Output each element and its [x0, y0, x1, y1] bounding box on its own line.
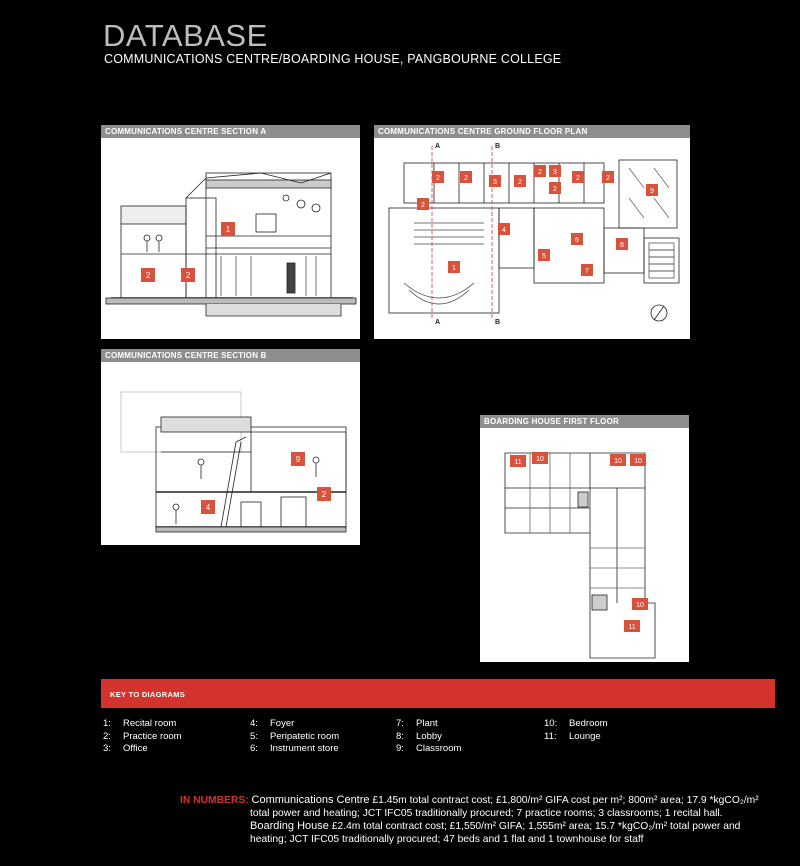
section-a-title: COMMUNICATIONS CENTRE SECTION A — [101, 125, 360, 138]
gf-label-6: 2 — [553, 186, 557, 193]
section-b-room-labels — [201, 452, 331, 514]
key-header-bar — [101, 679, 775, 708]
in-numbers-line-1 — [180, 794, 780, 807]
key-item: 9: Classroom — [396, 743, 462, 755]
gf-label-12: 1 — [452, 265, 456, 272]
key-column-1 — [103, 718, 182, 756]
boarding-room-labels — [510, 452, 648, 632]
key-column-2 — [250, 718, 339, 756]
key-column-4 — [544, 718, 608, 743]
ground-floor-drawing — [374, 138, 690, 339]
section-a-drawing — [101, 138, 360, 339]
key-item: 11: Lounge — [544, 730, 601, 742]
section-b-label-4: 4 — [205, 503, 211, 512]
gf-label-5: 3 — [553, 169, 557, 176]
key-item: 8: Lobby — [396, 730, 442, 742]
boarding-house-drawing — [480, 428, 689, 662]
gf-label-10: 2 — [421, 202, 425, 209]
boarding-label-10b: 10 — [614, 458, 622, 465]
gf-label-9: 9 — [650, 188, 654, 195]
cc-line-2: total power and heating; JCT IFC05 traditionally procured; 7 practice rooms; 3 classrooms; 1 recital hall. — [250, 808, 723, 819]
gf-label-8: 2 — [606, 175, 610, 182]
key-title: KEY TO DIAGRAMS — [110, 690, 186, 699]
key-item: 2: Practice room — [103, 730, 182, 742]
section-b-drawing — [101, 362, 360, 545]
key-item: 3: Office — [103, 743, 148, 755]
cc-line-1: £1.45m total contract cost; £1,800/m² GIFA cost per m²; 800m² area; 17.9 *kgCO₂/m² — [372, 795, 759, 806]
bh-line-1: £2.4m total contract cost; £1,550/m² GIFA; 1,555m² area; 15.7 *kgCO₂/m² total power and — [331, 821, 741, 832]
ground-floor-title: COMMUNICATIONS CENTRE GROUND FLOOR PLAN — [374, 125, 690, 138]
section-a-label-1: 1 — [225, 225, 231, 234]
gf-label-14: 5 — [542, 253, 546, 260]
gf-label-13: 6 — [575, 237, 579, 244]
gf-label-2: 3 — [493, 179, 497, 186]
in-numbers-label: IN NUMBERS: — [180, 795, 249, 806]
section-a-panel — [101, 125, 360, 339]
section-b-label-9: 9 — [295, 455, 301, 464]
page-subtitle: COMMUNICATIONS CENTRE/BOARDING HOUSE, PANGBOURNE COLLEGE — [104, 52, 562, 66]
gf-label-4: 2 — [538, 169, 542, 176]
ground-floor-panel — [374, 125, 690, 339]
boarding-label-10c: 10 — [634, 458, 642, 465]
section-mark-b-top: B — [495, 143, 501, 150]
section-b-title: COMMUNICATIONS CENTRE SECTION B — [101, 349, 360, 362]
bh-line-2: heating; JCT IFC05 traditionally procured; 47 beds and 1 flat and 1 townhouse for staff — [250, 834, 644, 845]
boarding-label-10a: 10 — [536, 456, 544, 463]
section-mark-a-top: A — [435, 143, 441, 150]
gf-label-7: 2 — [576, 175, 580, 182]
gf-label-0: 2 — [436, 175, 440, 182]
gf-label-11: 4 — [502, 227, 506, 234]
key-item: 4: Foyer — [250, 718, 295, 729]
key-item: 6: Instrument store — [250, 743, 339, 755]
key-item: 5: Peripatetic room — [250, 730, 340, 742]
key-item: 1: Recital room — [103, 718, 177, 729]
gf-label-3: 2 — [518, 179, 522, 186]
key-item: 7: Plant — [396, 718, 438, 729]
cc-name: Communications Centre — [251, 794, 370, 806]
boarding-label-11a: 11 — [514, 459, 522, 466]
gf-label-15: 7 — [585, 268, 589, 275]
boarding-label-11b: 11 — [628, 624, 636, 631]
boarding-house-title: BOARDING HOUSE FIRST FLOOR — [480, 415, 689, 428]
boarding-house-panel — [480, 415, 689, 662]
gf-label-16: 8 — [620, 242, 624, 249]
section-mark-a-bottom: A — [435, 319, 441, 326]
gf-label-1: 2 — [464, 175, 468, 182]
section-b-label-2: 2 — [321, 490, 327, 499]
section-b-panel — [101, 349, 360, 545]
bh-line-1-wrap — [250, 820, 740, 833]
north-arrow — [651, 305, 667, 321]
section-a-label-2b: 2 — [185, 271, 191, 280]
ground-floor-room-labels — [417, 165, 658, 276]
boarding-label-10d: 10 — [636, 602, 644, 609]
page-title: DATABASE — [103, 18, 268, 53]
key-column-3 — [396, 718, 461, 756]
section-mark-b-bottom: B — [495, 319, 501, 326]
section-a-label-2a: 2 — [145, 271, 151, 280]
bh-name: Boarding House — [250, 820, 329, 832]
key-item: 10: Bedroom — [544, 718, 608, 729]
